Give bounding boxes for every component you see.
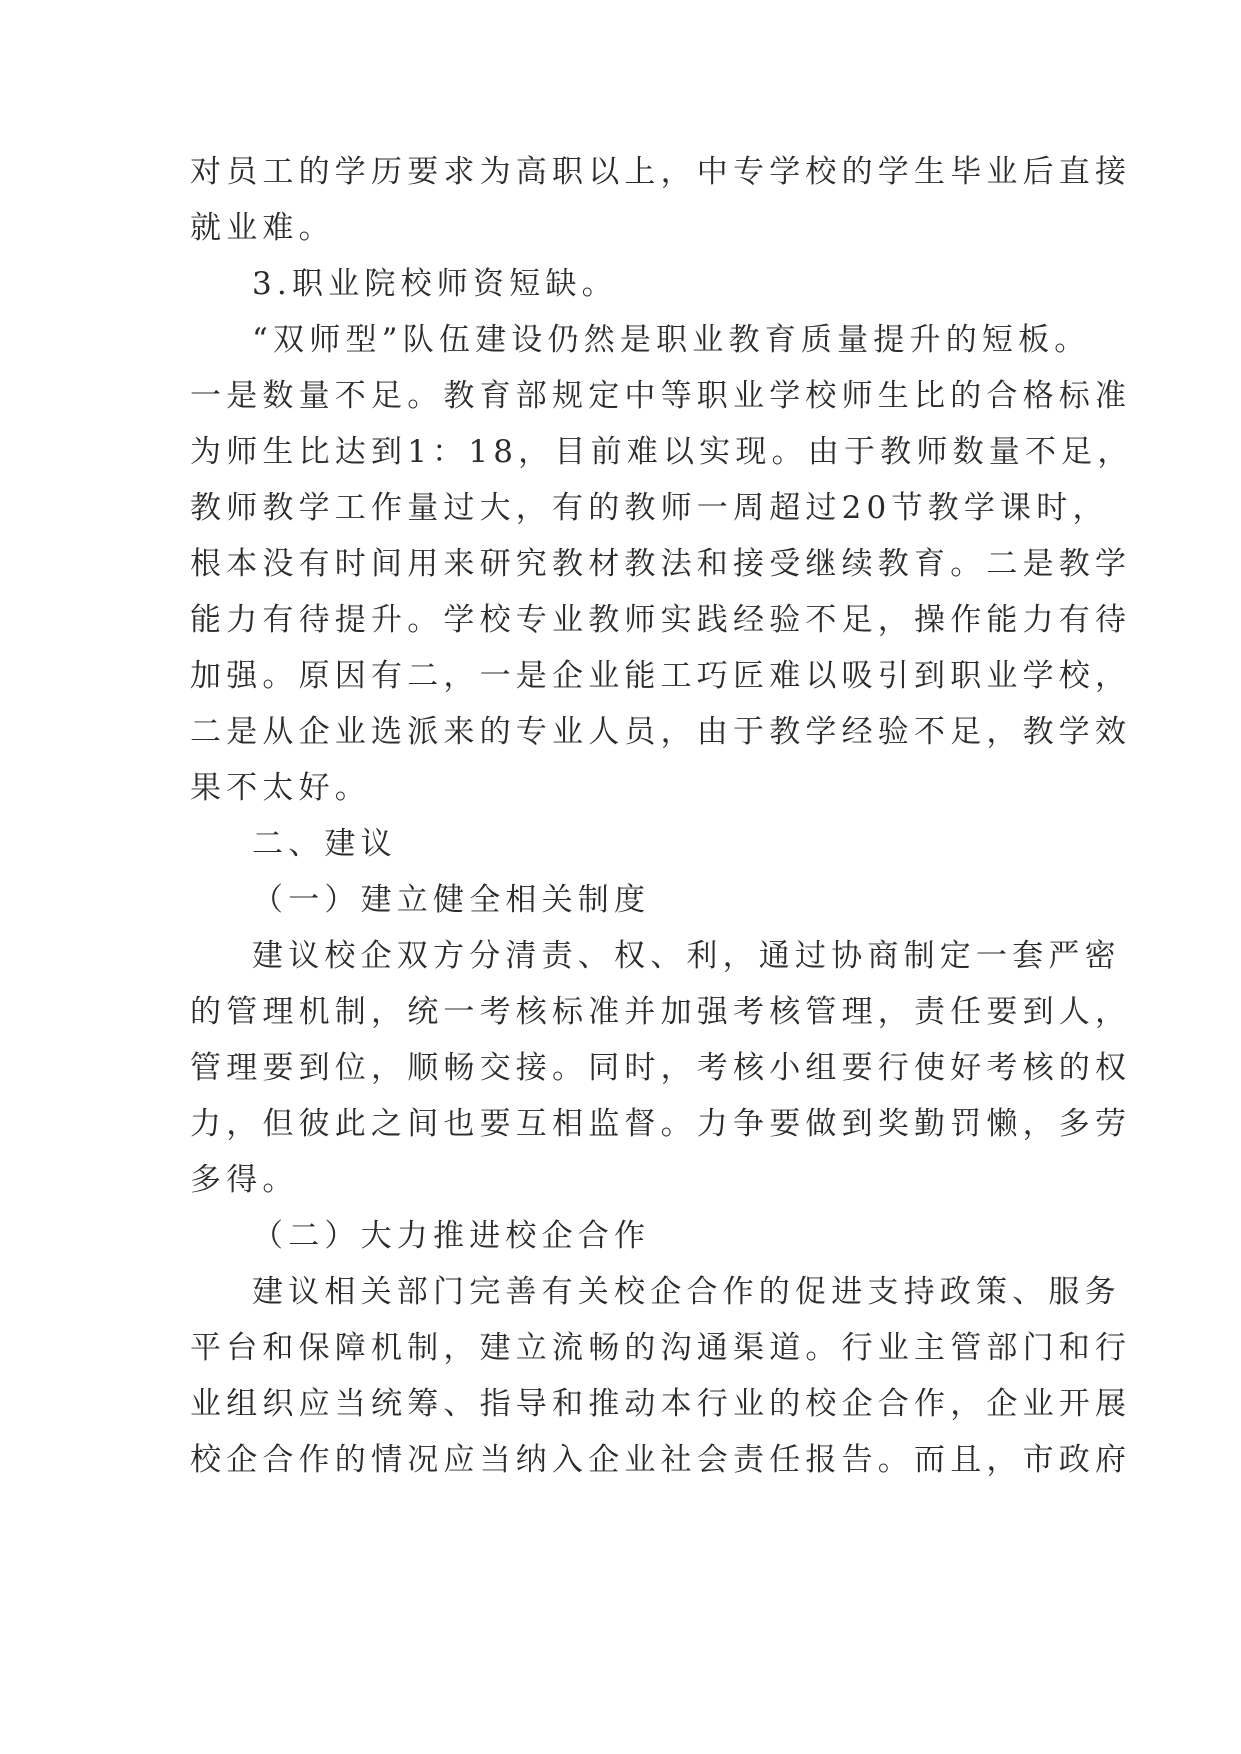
body-text-line: 平台和保障机制，建立流畅的沟通渠道。行业主管部门和行 (190, 1330, 1132, 1366)
body-text-line: 加强。原因有二，一是企业能工巧匠难以吸引到职业学校， (190, 658, 1132, 694)
body-text-line: “双师型”队伍建设仍然是职业教育质量提升的短板。 (252, 322, 1091, 358)
body-text-line: 业组织应当统筹、指导和推动本行业的校企合作，企业开展 (190, 1386, 1132, 1422)
body-text-line: 根本没有时间用来研究教材教法和接受继续教育。二是教学 (190, 546, 1132, 582)
body-text-line: 校企合作的情况应当纳入企业社会责任报告。而且，市政府 (190, 1442, 1132, 1478)
body-text-line: 二是从企业选派来的专业人员，由于教学经验不足，教学效 (190, 714, 1132, 750)
subsection-heading: （二）大力推进校企合作 (252, 1218, 651, 1254)
subsection-heading: （一）建立健全相关制度 (252, 882, 651, 918)
section-heading: 二、建议 (252, 826, 397, 862)
body-text-line: 多得。 (190, 1162, 299, 1198)
body-text-line: 能力有待提升。学校专业教师实践经验不足，操作能力有待 (190, 602, 1132, 638)
body-text-line: 的管理机制，统一考核标准并加强考核管理，责任要到人， (190, 994, 1132, 1030)
body-text-line: 对员工的学历要求为高职以上，中专学校的学生毕业后直接 (190, 154, 1132, 190)
body-text-line: 力，但彼此之间也要互相监督。力争要做到奖勤罚懒，多劳 (190, 1106, 1132, 1142)
body-text-line: 一是数量不足。教育部规定中等职业学校师生比的合格标准 (190, 378, 1132, 414)
body-text-line: 建议相关部门完善有关校企合作的促进支持政策、服务 (252, 1274, 1121, 1310)
body-text-line: 为师生比达到1：18，目前难以实现。由于教师数量不足， (190, 434, 1134, 470)
section-heading: 3.职业院校师资短缺。 (252, 266, 618, 302)
body-text-line: 管理要到位，顺畅交接。同时，考核小组要行使好考核的权 (190, 1050, 1132, 1086)
body-text-line: 教师教学工作量过大，有的教师一周超过20节教学课时， (190, 490, 1109, 526)
body-text-line: 果不太好。 (190, 770, 371, 806)
body-text-line: 就业难。 (190, 210, 335, 246)
body-text-line: 建议校企双方分清责、权、利，通过协商制定一套严密 (252, 938, 1121, 974)
